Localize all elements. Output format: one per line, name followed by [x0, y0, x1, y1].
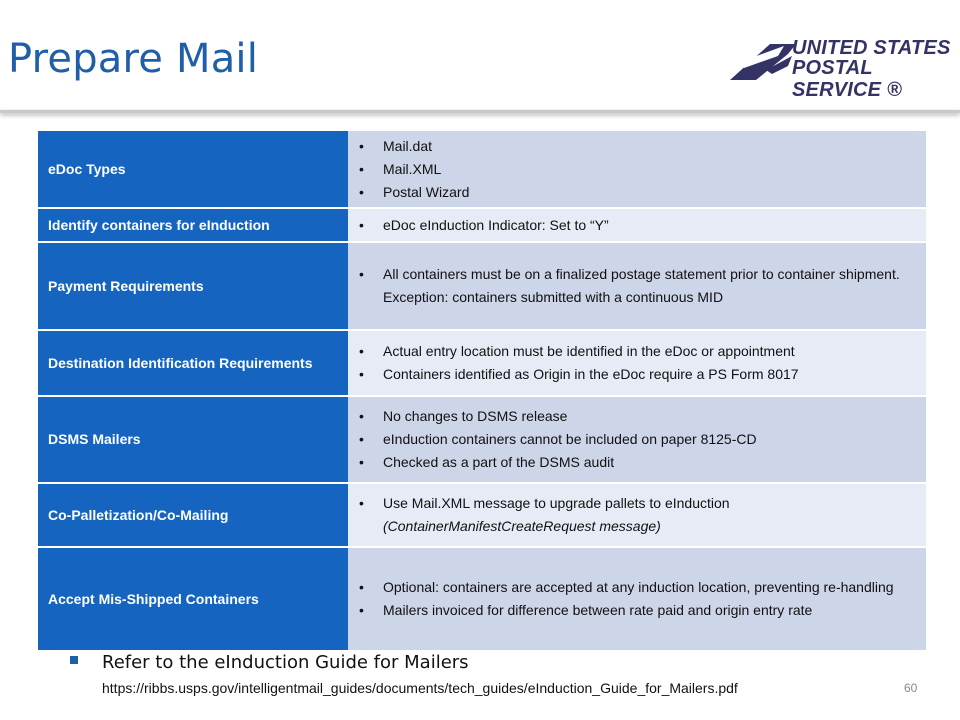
list-item: • eInduction containers cannot be included on paper 8125-CD	[383, 428, 926, 451]
table-row	[38, 330, 926, 396]
table-row	[38, 547, 926, 651]
row-content	[348, 547, 926, 651]
list-item: • Checked as a part of the DSMS audit	[383, 451, 926, 474]
logo-line-2: POSTAL SERVICE ®	[792, 57, 902, 101]
row-label: DSMS Mailers	[38, 396, 348, 483]
row-label: eDoc Types	[38, 131, 348, 208]
row-label: Destination Identification Requirements	[38, 330, 348, 396]
row-content	[348, 131, 926, 208]
list-item: • Optional: containers are accepted at any induction location, preventing re-handling	[383, 576, 926, 599]
row-content	[348, 208, 926, 242]
list-item-subtext: (ContainerManifestCreateRequest message)	[383, 518, 661, 534]
table-row	[38, 242, 926, 330]
row-content	[348, 483, 926, 547]
list-item: • Actual entry location must be identified in the eDoc or appointment	[383, 340, 926, 363]
table-row	[38, 396, 926, 483]
table-row	[38, 483, 926, 547]
row-label: Accept Mis-Shipped Containers	[38, 547, 348, 651]
footer-bullet-icon	[70, 656, 78, 664]
list-item: • Mail.XML	[383, 158, 926, 181]
row-label: Payment Requirements	[38, 242, 348, 330]
row-content	[348, 242, 926, 330]
footer-text: Refer to the eInduction Guide for Mailers	[102, 652, 469, 673]
row-label: Identify containers for eInduction	[38, 208, 348, 242]
table-row	[38, 208, 926, 242]
row-content	[348, 330, 926, 396]
list-item: • eDoc eInduction Indicator: Set to “Y”	[383, 214, 926, 237]
row-content	[348, 396, 926, 483]
table-row	[38, 131, 926, 208]
list-item: • All containers must be on a finalized postage statement prior to container shipment. Exception: containers submitted with a continuous MID	[383, 263, 926, 309]
requirements-table	[38, 131, 926, 652]
list-item: • Postal Wizard	[383, 181, 926, 204]
list-item: • No changes to DSMS release	[383, 405, 926, 428]
footer-link[interactable]: https://ribbs.usps.gov/intelligentmail_guides/documents/tech_guides/eInduction_Guide_for_Mailers.pdf	[102, 680, 738, 696]
list-item: • Containers identified as Origin in the eDoc require a PS Form 8017	[383, 363, 926, 386]
page-number: 60	[904, 681, 918, 695]
header-divider	[0, 110, 960, 113]
list-item: • Mailers invoiced for difference between rate paid and origin entry rate	[383, 599, 926, 622]
list-item	[383, 492, 926, 538]
logo-line-1: UNITED STATES	[792, 37, 951, 59]
slide-title: Prepare Mail	[8, 36, 259, 82]
list-item: • Mail.dat	[383, 135, 926, 158]
list-item-text: Use Mail.XML message to upgrade pallets to eInduction	[383, 495, 730, 511]
row-label: Co-Palletization/Co-Mailing	[38, 483, 348, 547]
